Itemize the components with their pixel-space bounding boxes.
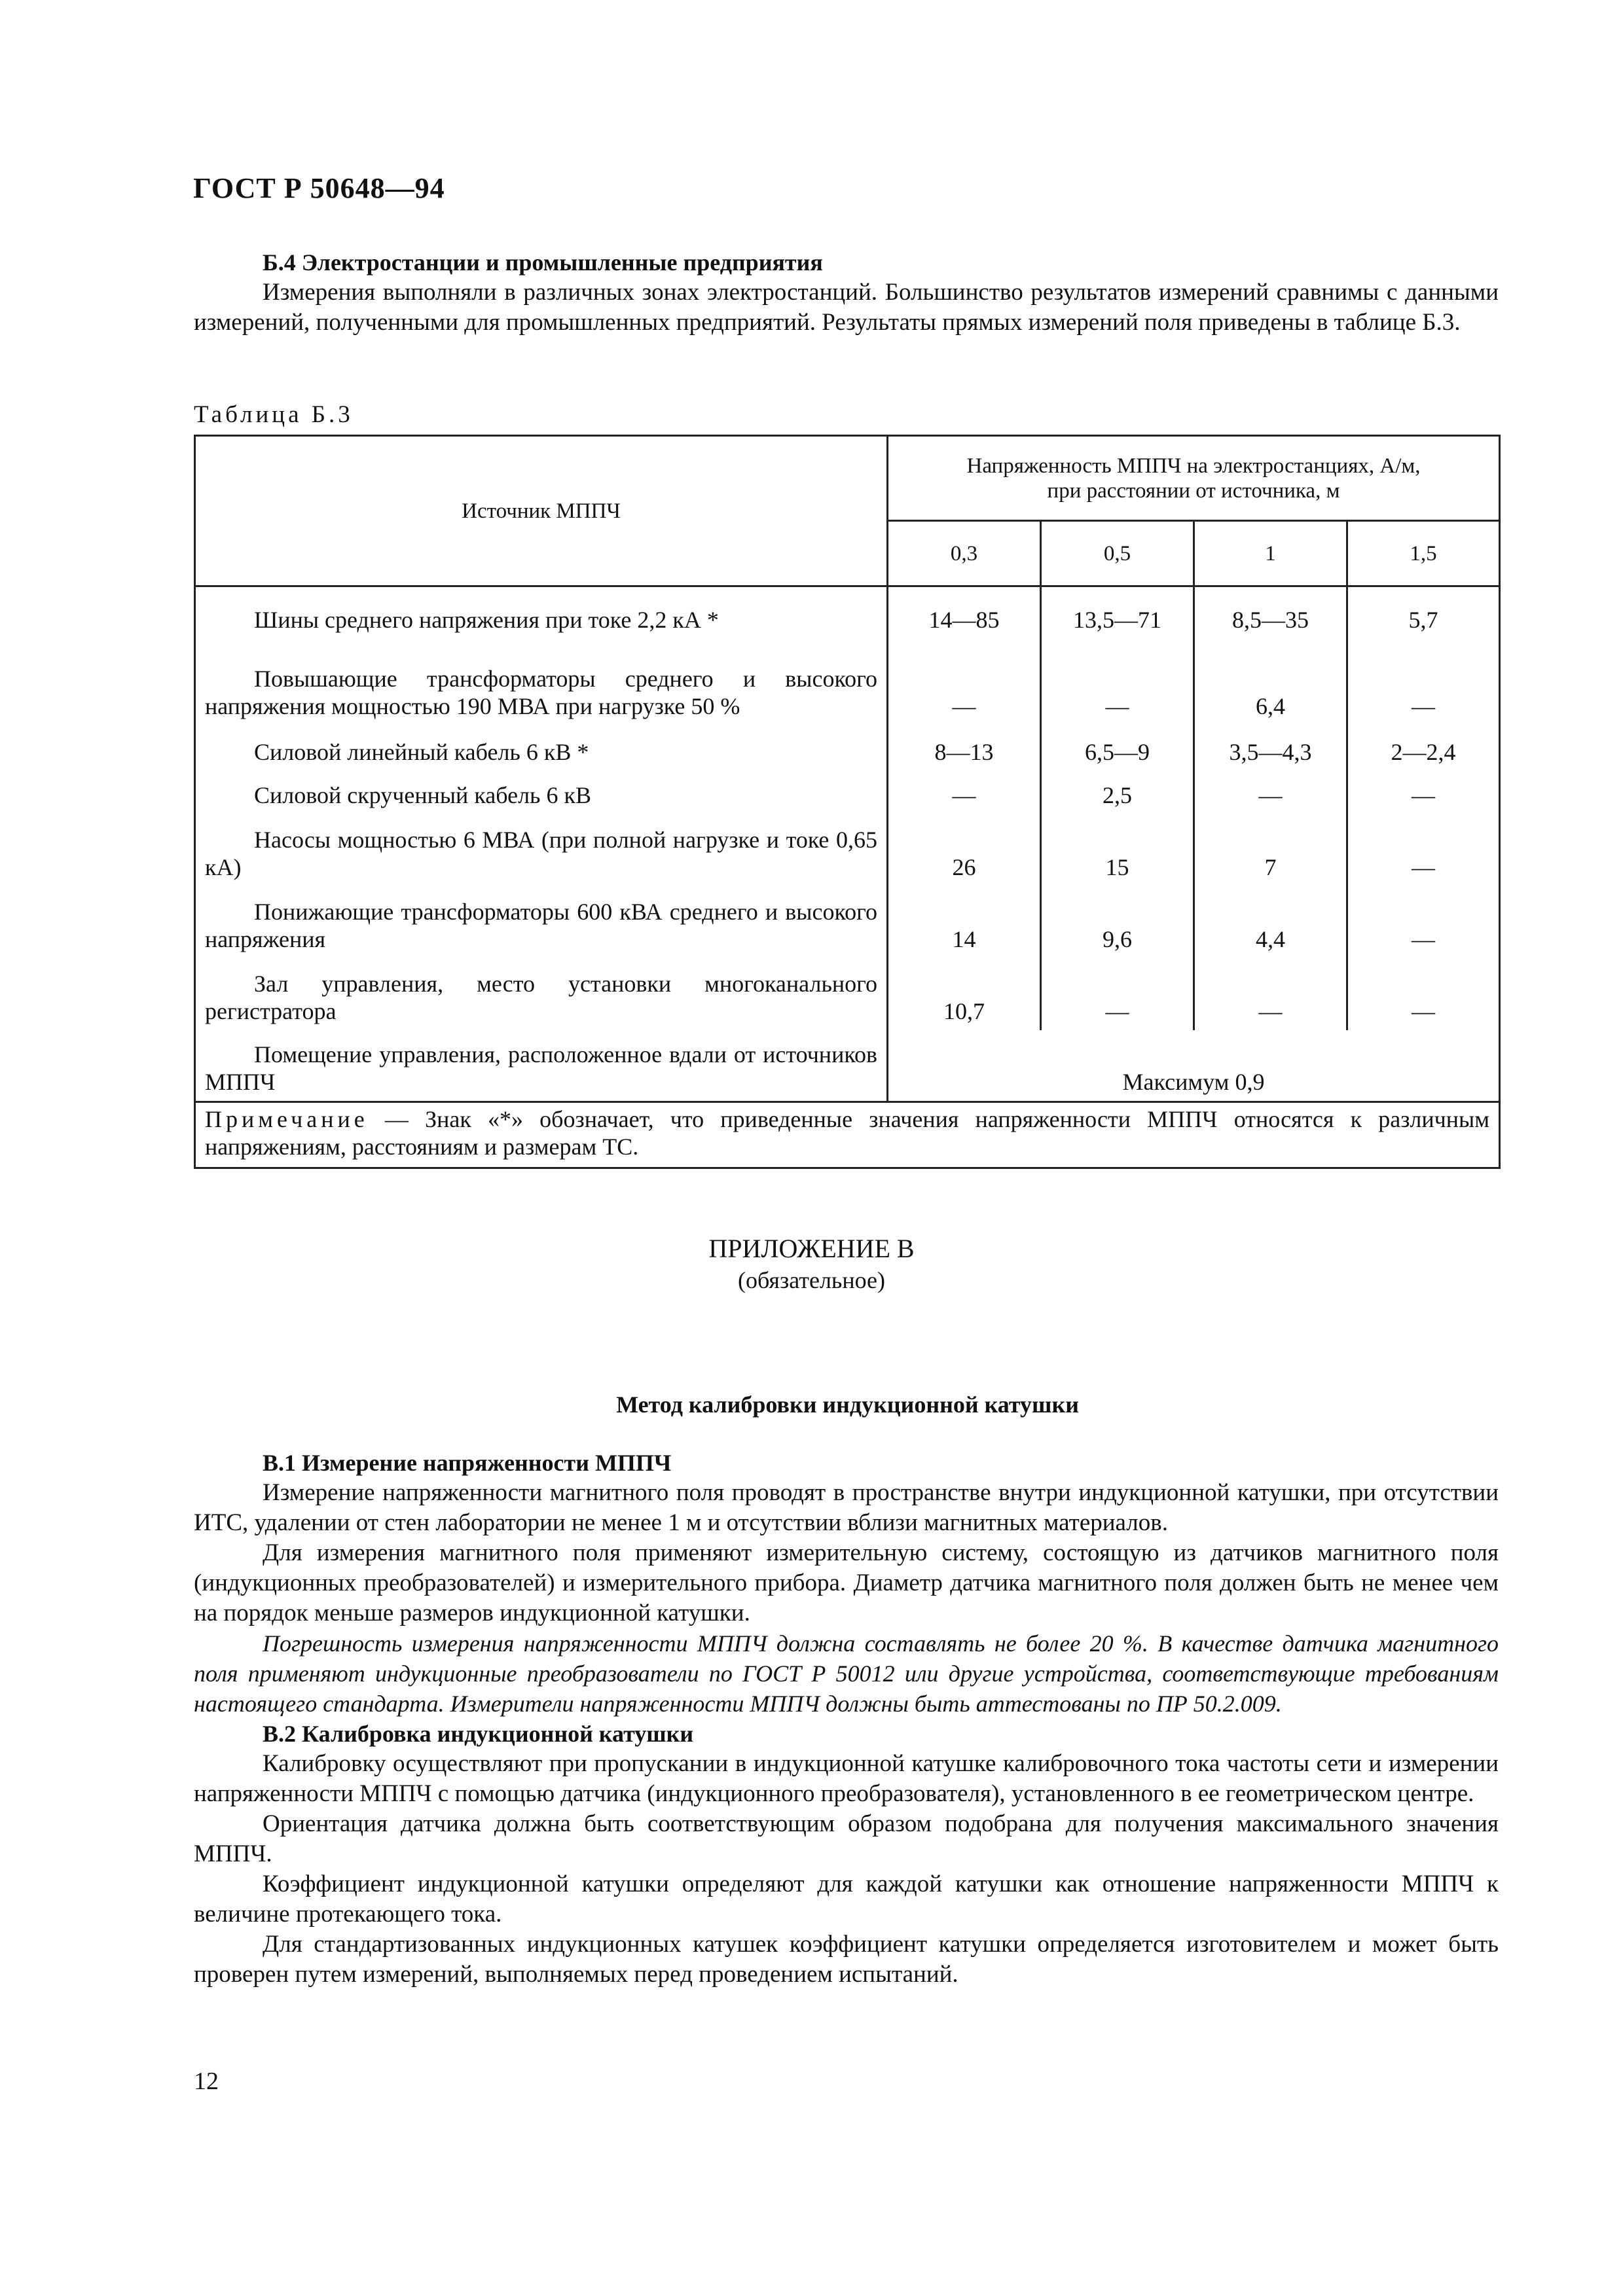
section-v2-heading: В.2 Калибровка индукционной катушки — [263, 1721, 694, 1747]
value-cell: — — [1347, 958, 1500, 1030]
appendix-title: ПРИЛОЖЕНИЕ В — [708, 1234, 915, 1263]
note-label: Примечание — [205, 1106, 369, 1132]
table-row — [195, 586, 1500, 639]
value-cell: 13,5—71 — [1041, 586, 1194, 639]
section-b4 — [194, 247, 1499, 338]
value-cell: 7 — [1194, 814, 1347, 886]
value-cell: 9,6 — [1041, 886, 1194, 958]
table-caption: Таблица Б.3 — [194, 401, 354, 428]
header-field-strength — [888, 436, 1500, 521]
value-cell: 5,7 — [1347, 586, 1500, 639]
source-cell: Помещение управления, расположенное вдали от источников МППЧ — [195, 1030, 888, 1102]
value-cell: 14 — [888, 886, 1041, 958]
value-cell: 6,4 — [1194, 639, 1347, 725]
header-distance: 0,3 — [888, 521, 1041, 586]
section-v1-p3: Погрешность измерения напряженности МППЧ должна составлять не более 20 %. В качестве датчика магнитного поля применяют индукционные преобразователи по ГОСТ Р 50012 или другие устройства, соответствующие требованиям настоящего стандарта. Измерители напряженности МППЧ должны быть аттестованы по ПР 50.2.009. — [194, 1630, 1499, 1717]
table-row — [195, 725, 1500, 771]
value-cell: 2—2,4 — [1347, 725, 1500, 771]
section-v2-p4: Для стандартизованных индукционных катушек коэффициент катушки определяется изготовителем и может быть проверен путем измерений, выполняемых перед проведением испытаний. — [194, 1931, 1499, 1988]
header-field-strength-line1: Напряженность МППЧ на электростанциях, А/м, — [966, 454, 1421, 478]
value-cell: — — [1194, 771, 1347, 814]
table-row — [195, 958, 1500, 1030]
section-v1-heading: В.1 Измерение напряженности МППЧ — [263, 1450, 672, 1476]
table-note-row — [195, 1102, 1500, 1168]
table-row — [195, 814, 1500, 886]
value-cell: 3,5—4,3 — [1194, 725, 1347, 771]
section-b4-heading: Б.4 Электростанции и промышленные предприятия — [263, 249, 823, 276]
value-cell: — — [1347, 771, 1500, 814]
value-cell: 14—85 — [888, 586, 1041, 639]
value-cell: 26 — [888, 814, 1041, 886]
page-number: 12 — [194, 2068, 219, 2095]
value-cell: 15 — [1041, 814, 1194, 886]
header-distance: 1 — [1194, 521, 1347, 586]
header-field-strength-line2: при расстоянии от источника, м — [1047, 478, 1340, 503]
source-cell: Силовой линейный кабель 6 кВ * — [195, 725, 888, 771]
value-cell: 10,7 — [888, 958, 1041, 1030]
value-cell: — — [1347, 814, 1500, 886]
table-row — [195, 639, 1500, 725]
source-cell: Понижающие трансформаторы 600 кВА среднего и высокого напряжения — [195, 886, 888, 958]
header-distance: 0,5 — [1041, 521, 1194, 586]
section-v2-p2: Ориентация датчика должна быть соответствующим образом подобрана для получения максимального значения МППЧ. — [194, 1810, 1499, 1867]
value-cell: 8—13 — [888, 725, 1041, 771]
value-cell: — — [888, 771, 1041, 814]
table-row — [195, 771, 1500, 814]
source-cell: Силовой скрученный кабель 6 кВ — [195, 771, 888, 814]
value-cell: — — [1041, 639, 1194, 725]
note-text: — Знак «*» обозначает, что приведенные значения напряженности МППЧ относятся к различным напряжениям, расстояниям и размерам ТС. — [205, 1106, 1489, 1160]
source-cell: Насосы мощностью 6 МВА (при полной нагрузке и токе 0,65 кА) — [195, 814, 888, 886]
value-cell: — — [1347, 639, 1500, 725]
header-distance: 1,5 — [1347, 521, 1500, 586]
section-v2-p3: Коэффициент индукционной катушки определяют для каждой катушки как отношение напряженности МППЧ к величине протекающего тока. — [194, 1871, 1499, 1928]
value-cell: — — [1041, 958, 1194, 1030]
source-cell: Повышающие трансформаторы среднего и высокого напряжения мощностью 190 МВА при нагрузке 50 % — [195, 639, 888, 725]
appendix-subtitle: (обязательное) — [738, 1267, 885, 1293]
value-cell: 8,5—35 — [1194, 586, 1347, 639]
value-cell: 2,5 — [1041, 771, 1194, 814]
document-id: ГОСТ Р 50648—94 — [193, 172, 445, 204]
value-cell: 6,5—9 — [1041, 725, 1194, 771]
section-v1-p2: Для измерения магнитного поля применяют измерительную систему, состоящую из датчиков магнитного поля (индукционных преобразователей) и измерительного прибора. Диаметр датчика магнитного поля должен быть не менее чем на порядок меньше размеров индукционной катушки. — [194, 1539, 1499, 1626]
table-row — [195, 886, 1500, 958]
source-cell: Шины среднего напряжения при токе 2,2 кА * — [195, 586, 888, 639]
appendix-body — [194, 1448, 1499, 1990]
method-title: Метод калибровки индукционной катушки — [616, 1391, 1079, 1418]
header-source: Источник МППЧ — [195, 436, 888, 586]
section-b4-paragraph: Измерения выполняли в различных зонах электростанций. Большинство результатов измерений сравнимы с данными измерений, полученными для промышленных предприятий. Результаты прямых измерений поля приведены в таблице Б.3. — [194, 279, 1499, 336]
value-cell: — — [1347, 886, 1500, 958]
value-cell: — — [1194, 958, 1347, 1030]
table-row-merged — [195, 1030, 1500, 1102]
table-note — [195, 1102, 1500, 1168]
section-v2-p1: Калибровку осуществляют при пропускании в индукционной катушке калибровочного тока частоты сети и измерении напряженности МППЧ с помощью датчика (индукционного преобразователя), установленного в ее геометрическом центре. — [194, 1750, 1499, 1807]
measurements-table — [194, 435, 1501, 1169]
value-cell: — — [888, 639, 1041, 725]
value-cell-merged: Максимум 0,9 — [888, 1030, 1500, 1102]
source-cell: Зал управления, место установки многоканального регистратора — [195, 958, 888, 1030]
value-cell: 4,4 — [1194, 886, 1347, 958]
section-v1-p1: Измерение напряженности магнитного поля проводят в пространстве внутри индукционной катушки, при отсутствии ИТС, удалении от стен лаборатории не менее 1 м и отсутствии вблизи магнитных материалов. — [194, 1479, 1499, 1536]
